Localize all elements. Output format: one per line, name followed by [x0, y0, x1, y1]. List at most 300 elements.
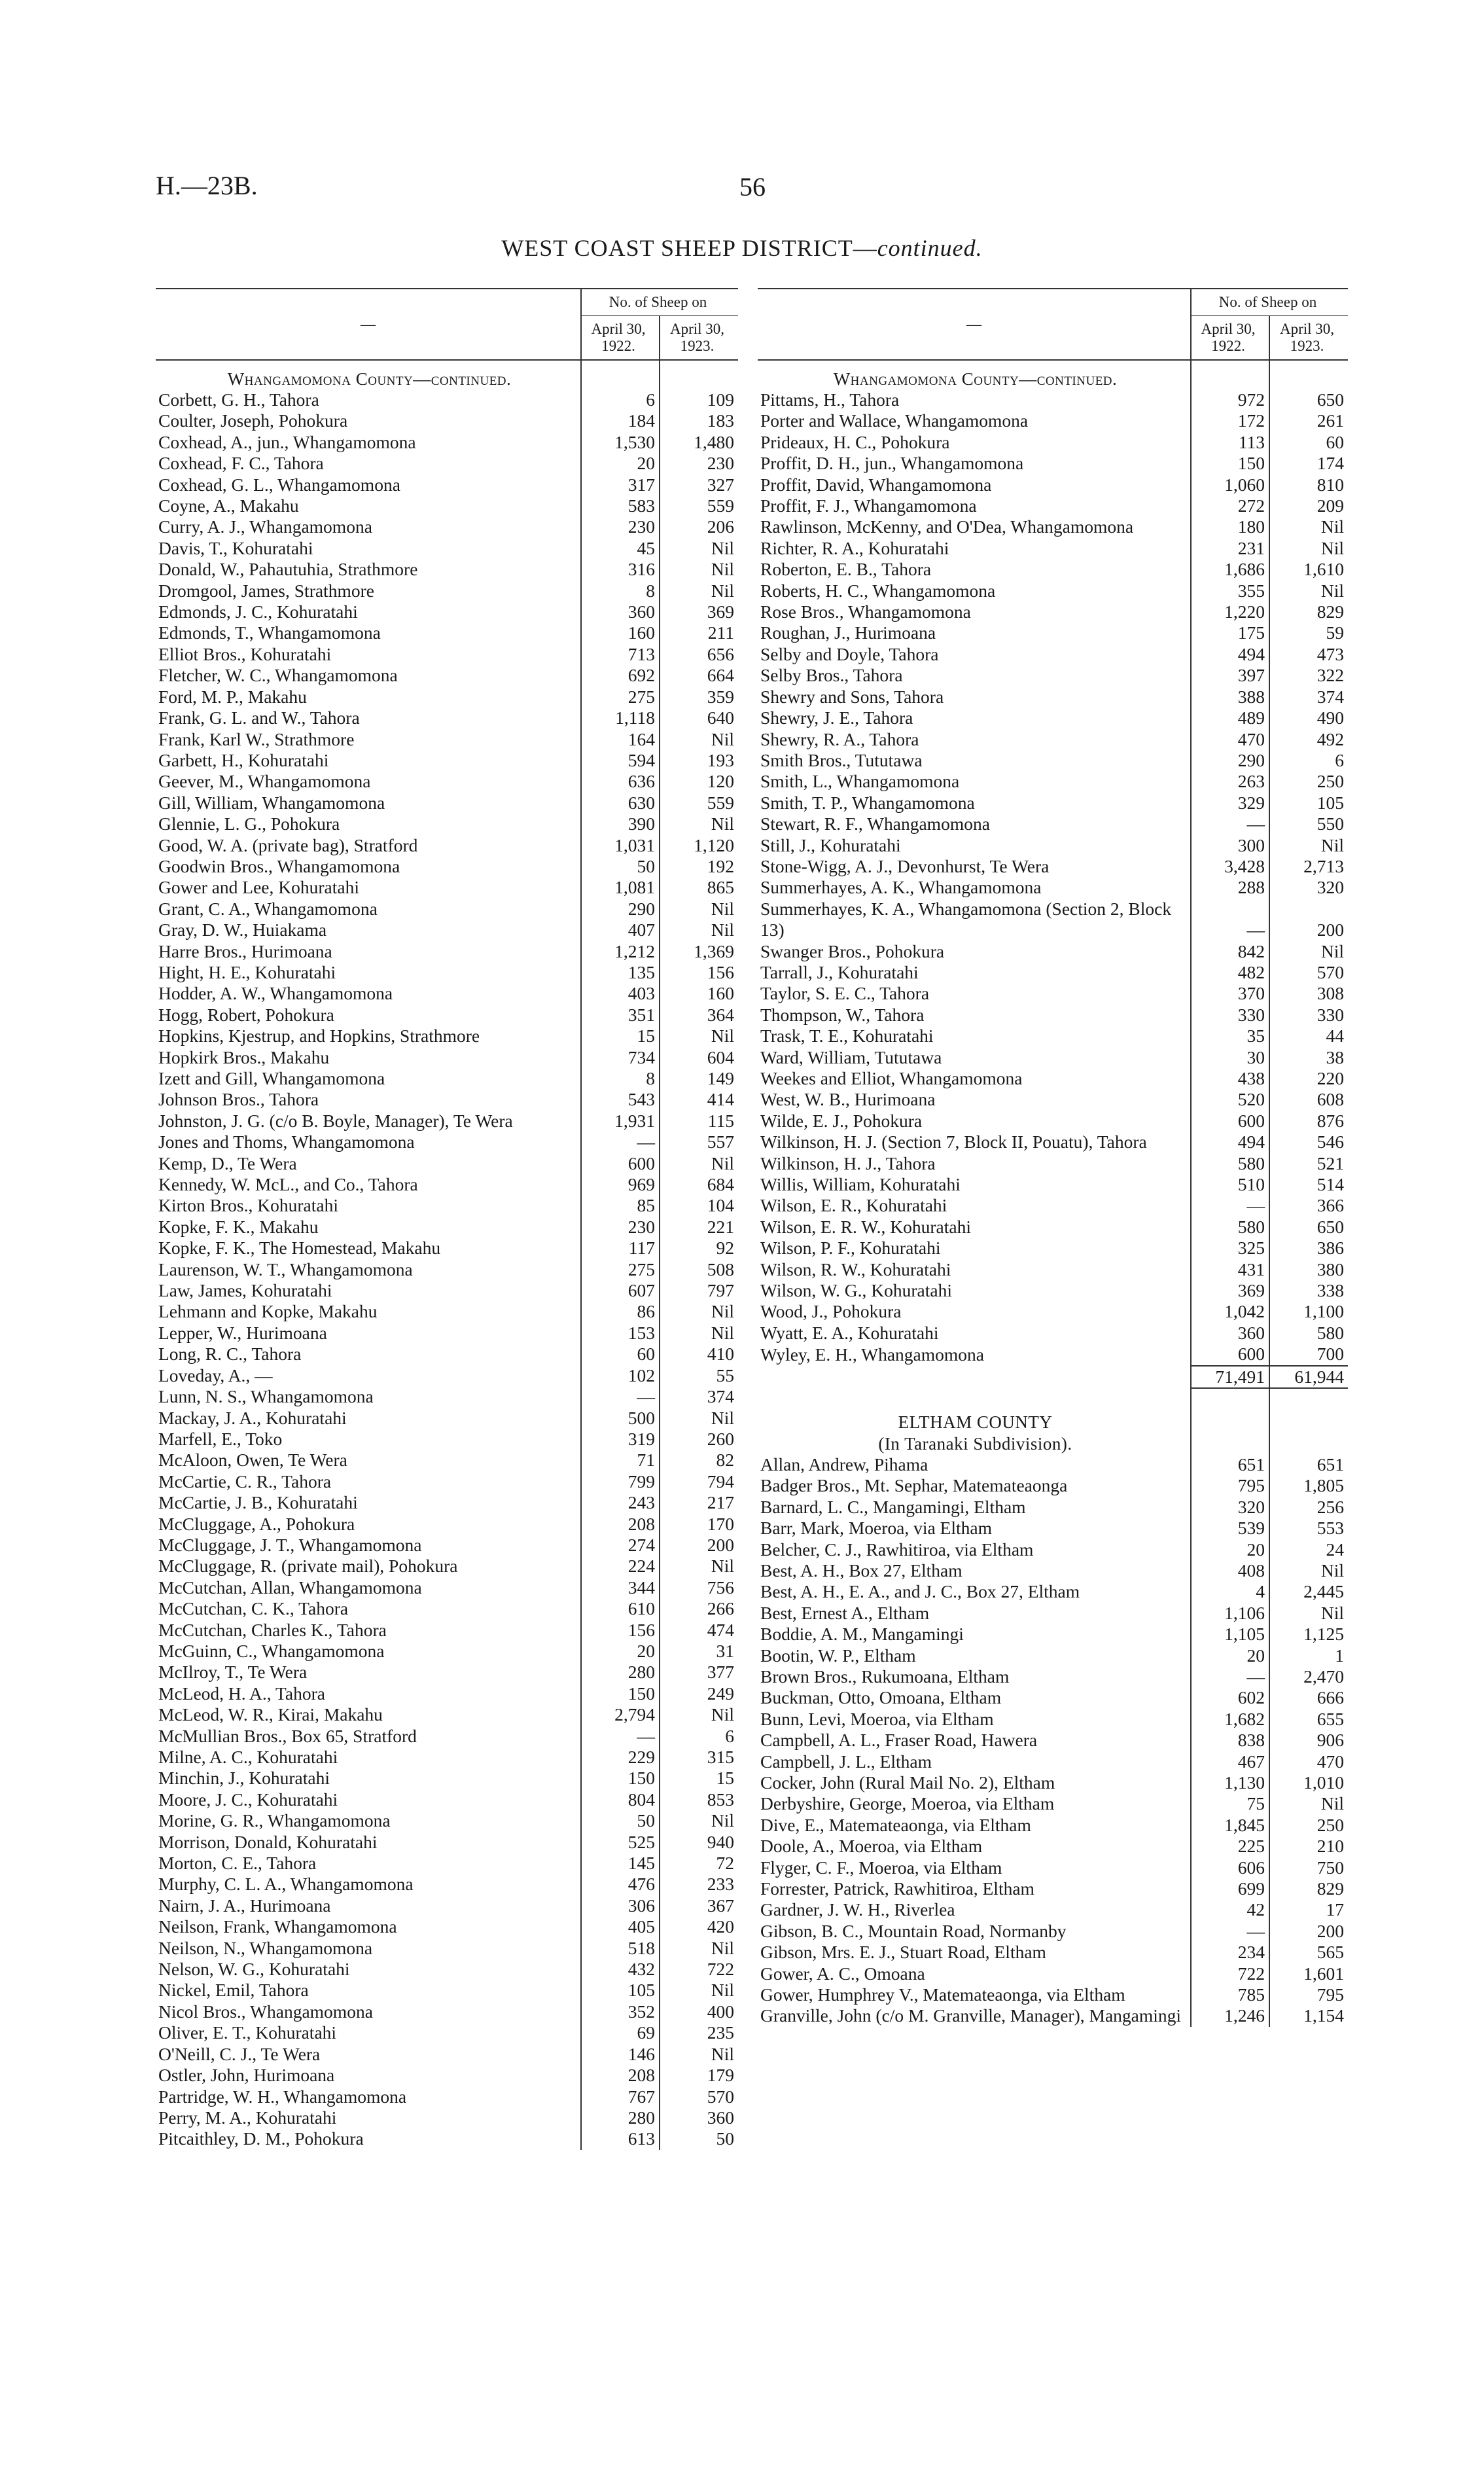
table-row [758, 1581, 1348, 1602]
sheep-1922: 510 [1191, 1174, 1269, 1195]
sheep-1922: 583 [581, 495, 660, 516]
table-row [758, 1026, 1348, 1046]
sheep-1922: 972 [1191, 389, 1269, 410]
sheep-1922: 50 [581, 1810, 660, 1831]
sheep-1923: 210 [1269, 1836, 1348, 1857]
sheep-1923: 490 [1269, 707, 1348, 728]
sheep-1922: 86 [581, 1301, 660, 1322]
table-row [758, 1344, 1348, 1365]
table-row [156, 1408, 738, 1429]
sheep-1923: 655 [1269, 1709, 1348, 1730]
sheep-1922: 153 [581, 1323, 660, 1344]
sheep-1922: 20 [581, 1641, 660, 1662]
sheep-1922: 102 [581, 1365, 660, 1386]
sheep-1923: 338 [1269, 1280, 1348, 1301]
entry-name: Law, James, Kohuratahi [158, 1280, 332, 1301]
table-row [758, 474, 1348, 495]
sheep-1922: 75 [1191, 1793, 1269, 1814]
entry-name: Johnston, J. G. (c/o B. Boyle, Manager), Te Wera [158, 1110, 513, 1131]
sheep-1923: 109 [660, 389, 738, 410]
sheep-1923: 559 [660, 793, 738, 813]
table-row [758, 1475, 1348, 1496]
sheep-1922: 476 [581, 1874, 660, 1895]
sheep-1923: 650 [1269, 389, 1348, 410]
total-row [758, 1366, 1348, 1388]
entry-name: Wilkinson, H. J., Tahora [760, 1153, 936, 1173]
entry-name: Curry, A. J., Whangamomona [158, 516, 372, 537]
entry-name: Prideaux, H. C., Pohokura [760, 431, 950, 452]
table-row [758, 1047, 1348, 1068]
entry-name: O'Neill, C. J., Te Wera [158, 2043, 321, 2064]
entry-name: McMullian Bros., Box 65, Stratford [158, 1725, 417, 1746]
sheep-1922: 243 [581, 1492, 660, 1513]
entry-name: Edmonds, J. C., Kohuratahi [158, 601, 358, 622]
table-row [758, 516, 1348, 537]
sheep-1922: 500 [581, 1408, 660, 1429]
sheep-1923: 308 [1269, 983, 1348, 1004]
entry-name: Gower and Lee, Kohuratahi [158, 877, 359, 898]
sheep-1923: 149 [660, 1068, 738, 1089]
sheep-1923: 410 [660, 1344, 738, 1365]
entry-name: Jones and Thoms, Whangamomona [158, 1132, 415, 1153]
sheep-1923: 193 [660, 750, 738, 771]
section-spacer [758, 1388, 1348, 1412]
entry-name: Stewart, R. F., Whangamomona [760, 813, 990, 834]
sheep-1922: 6 [581, 389, 660, 410]
sheep-1923: 640 [660, 707, 738, 728]
sheep-1923: 209 [1269, 495, 1348, 516]
sheep-1922: 208 [581, 2065, 660, 2086]
sheep-1923: 249 [660, 1683, 738, 1704]
sheep-1923: 608 [1269, 1089, 1348, 1110]
table-row [156, 813, 738, 834]
entry-name: Summerhayes, A. K., Whangamomona [760, 877, 1042, 898]
sheep-1922: 20 [1191, 1539, 1269, 1560]
sheep-1923: 521 [1269, 1153, 1348, 1174]
table-row [156, 389, 738, 410]
sheep-1923: Nil [660, 920, 738, 940]
sheep-1923: 217 [660, 1492, 738, 1513]
sheep-1922: 150 [581, 1768, 660, 1789]
table-row [156, 729, 738, 750]
sheep-1922: 1,845 [1191, 1815, 1269, 1836]
sheep-1923: Nil [660, 538, 738, 559]
sheep-1922: 1,105 [1191, 1624, 1269, 1645]
sheep-1922: 543 [581, 1089, 660, 1110]
table-row [156, 1662, 738, 1683]
entry-name: Edmonds, T., Whangamomona [158, 622, 381, 643]
entry-name: Fletcher, W. C., Whangamomona [158, 665, 398, 686]
entry-name: McAloon, Owen, Te Wera [158, 1450, 347, 1471]
entry-name: Proffit, David, Whangamomona [760, 474, 992, 495]
entry-name: Ford, M. P., Makahu [158, 686, 307, 707]
table-row [758, 389, 1348, 410]
entry-name: Mackay, J. A., Kohuratahi [158, 1407, 347, 1428]
sheep-1923: 1,601 [1269, 1963, 1348, 1984]
sheep-1922: 145 [581, 1853, 660, 1874]
sheep-1922: 175 [1191, 622, 1269, 643]
sheep-1922: 1,212 [581, 941, 660, 962]
table-row [156, 1323, 738, 1344]
sheep-1923: 664 [660, 665, 738, 686]
entry-name: Long, R. C., Tahora [158, 1344, 302, 1365]
entry-name: Smith, L., Whangamomona [760, 771, 960, 792]
sheep-1922: 602 [1191, 1687, 1269, 1708]
table-row [156, 1429, 738, 1450]
sheep-1923: 374 [1269, 687, 1348, 707]
sheep-1923: Nil [660, 581, 738, 601]
sheep-1923: 377 [660, 1662, 738, 1683]
sheep-1922: 370 [1191, 983, 1269, 1004]
entry-name: Lepper, W., Hurimoana [158, 1322, 327, 1343]
table-row [758, 538, 1348, 559]
table-row [156, 1005, 738, 1026]
sheep-1922: 117 [581, 1238, 660, 1259]
sheep-1922: 20 [581, 453, 660, 474]
entry-name: Gray, D. W., Huiakama [158, 920, 327, 940]
sheep-1923: Nil [1269, 1560, 1348, 1581]
table-row [156, 1514, 738, 1535]
sheep-1923: 192 [660, 856, 738, 877]
entry-name: Roberts, H. C., Whangamomona [760, 580, 996, 601]
table-row [156, 920, 738, 940]
table-row [156, 432, 738, 453]
sheep-1922: 467 [1191, 1751, 1269, 1772]
table-row [758, 962, 1348, 983]
table-row [758, 665, 1348, 686]
table-row [156, 644, 738, 665]
sheep-1922: 351 [581, 1005, 660, 1026]
sheep-1923: Nil [660, 1301, 738, 1322]
sheep-1922: 1,246 [1191, 2005, 1269, 2026]
sheep-1923: 200 [1269, 1921, 1348, 1942]
table-row [156, 1047, 738, 1068]
sheep-1923: 105 [1269, 793, 1348, 813]
entry-name: Wilson, R. W., Kohuratahi [760, 1259, 951, 1279]
entry-name: Dromgool, James, Strathmore [158, 580, 374, 601]
sheep-1923: 514 [1269, 1174, 1348, 1195]
sheep-1923: 420 [660, 1916, 738, 1937]
table-row [758, 1518, 1348, 1539]
entry-name: Belcher, C. J., Rawhitiroa, via Eltham [760, 1539, 1034, 1560]
sheep-1923: 553 [1269, 1518, 1348, 1539]
table-row [758, 622, 1348, 643]
sheep-1922: 610 [581, 1598, 660, 1619]
entry-name: Wilde, E. J., Pohokura [760, 1110, 923, 1131]
sheep-1923: 1,120 [660, 835, 738, 856]
sheep-1923: 829 [1269, 601, 1348, 622]
sheep-1922: 3,428 [1191, 856, 1269, 877]
table-row [156, 1556, 738, 1577]
table-row [156, 1959, 738, 1980]
entry-name: Gower, A. C., Omoana [760, 1963, 925, 1984]
total-1922: 71,491 [1191, 1366, 1269, 1388]
entry-name: McLeod, H. A., Tahora [158, 1683, 325, 1704]
table-row [156, 750, 738, 771]
sheep-1922: 606 [1191, 1857, 1269, 1878]
sheep-1923: 550 [1269, 813, 1348, 834]
sheep-1923: 221 [660, 1217, 738, 1238]
table-row [156, 2107, 738, 2128]
sheep-1923: 261 [1269, 410, 1348, 431]
entry-name: Tarrall, J., Kohuratahi [760, 961, 919, 982]
table-row [758, 877, 1348, 898]
sheep-1923: 359 [660, 687, 738, 707]
entry-name: Dive, E., Matemateaonga, via Eltham [760, 1814, 1031, 1835]
sheep-1922: 272 [1191, 495, 1269, 516]
sheep-1922: 355 [1191, 581, 1269, 601]
sheep-1923: 559 [660, 495, 738, 516]
sheep-1923: 750 [1269, 1857, 1348, 1878]
entry-name: Wood, J., Pohokura [760, 1301, 902, 1322]
left-column [156, 288, 738, 2150]
sheep-1923: Nil [660, 1408, 738, 1429]
sheep-1922: 30 [1191, 1047, 1269, 1068]
table-row [156, 601, 738, 622]
table-row [758, 1217, 1348, 1238]
table-row [156, 1598, 738, 1619]
table-row [758, 1687, 1348, 1708]
table-row [758, 1963, 1348, 1984]
sheep-1922: 369 [1191, 1280, 1269, 1301]
entry-name: Murphy, C. L. A., Whangamomona [158, 1874, 414, 1895]
left-header-group: No. of Sheep on [581, 289, 738, 316]
sheep-1922: 580 [1191, 1153, 1269, 1174]
sheep-1923: 156 [660, 962, 738, 983]
entry-name: Rawlinson, McKenny, and O'Dea, Whangamomona [760, 516, 1134, 537]
entry-name: Moore, J. C., Kohuratahi [158, 1789, 338, 1810]
table-row [758, 1195, 1348, 1216]
entry-name: Ostler, John, Hurimoana [158, 2065, 335, 2086]
sheep-1923: Nil [660, 1980, 738, 2001]
sheep-1922: 594 [581, 750, 660, 771]
sheep-1922: 280 [581, 1662, 660, 1683]
sheep-1922: 397 [1191, 665, 1269, 686]
sheep-1922: 35 [1191, 1026, 1269, 1046]
sheep-1922: 1,031 [581, 835, 660, 856]
sheep-1922: 160 [581, 622, 660, 643]
table-row [758, 1497, 1348, 1518]
table-row [156, 1301, 738, 1322]
sheep-1922: 390 [581, 813, 660, 834]
sheep-1923: 557 [660, 1132, 738, 1153]
entry-name: Best, Ernest A., Eltham [760, 1602, 930, 1623]
sheep-1922: 150 [1191, 453, 1269, 474]
sheep-1922: 234 [1191, 1942, 1269, 1963]
table-row [156, 1238, 738, 1259]
sheep-1922: 489 [1191, 707, 1269, 728]
sheep-1923: 651 [1269, 1454, 1348, 1475]
table-row [758, 601, 1348, 622]
table-row [758, 1730, 1348, 1751]
sheep-1923: 580 [1269, 1323, 1348, 1344]
sheep-1923: 260 [660, 1429, 738, 1450]
table-row [758, 1005, 1348, 1026]
sheep-1922: 613 [581, 2128, 660, 2149]
sheep-1923: 220 [1269, 1068, 1348, 1089]
sheep-1922: 388 [1191, 687, 1269, 707]
entry-name: Corbett, G. H., Tahora [158, 389, 319, 410]
sheep-1922: 600 [1191, 1111, 1269, 1132]
sheep-1922: 146 [581, 2044, 660, 2065]
sheep-1922: 320 [1191, 1497, 1269, 1518]
right-header-row [758, 289, 1348, 316]
entry-name: Barr, Mark, Moeroa, via Eltham [760, 1518, 992, 1539]
table-row [156, 771, 738, 792]
sheep-1922: 525 [581, 1832, 660, 1853]
table-row [156, 1916, 738, 1937]
sheep-1923: Nil [660, 1323, 738, 1344]
sheep-1922: 699 [1191, 1878, 1269, 1899]
sheep-1923: 31 [660, 1641, 738, 1662]
entry-name: Morrison, Donald, Kohuratahi [158, 1831, 378, 1852]
sheep-1923: 327 [660, 474, 738, 495]
sheep-1923: 700 [1269, 1344, 1348, 1365]
table-row [758, 1153, 1348, 1174]
table-row [156, 1683, 738, 1704]
sheep-1922: 1,060 [1191, 474, 1269, 495]
entry-name: Campbell, J. L., Eltham [760, 1751, 932, 1772]
entry-name: Wilson, W. G., Kohuratahi [760, 1280, 952, 1301]
table-row [758, 1836, 1348, 1857]
entry-name: Granville, John (c/o M. Granville, Manager), Mangamingi [760, 2005, 1182, 2026]
sheep-1922: 180 [1191, 516, 1269, 537]
entry-name: Summerhayes, K. A., Whangamomona (Section 2, Block 13) [760, 898, 1172, 940]
sheep-1922: 692 [581, 665, 660, 686]
sheep-1922: 229 [581, 1747, 660, 1768]
entry-name: Cocker, John (Rural Mail No. 2), Eltham [760, 1772, 1055, 1793]
table-row [758, 835, 1348, 856]
sheep-1922: 969 [581, 1174, 660, 1195]
table-row [758, 1301, 1348, 1322]
sheep-1923: Nil [660, 813, 738, 834]
entry-name: McCutchan, C. K., Tahora [158, 1598, 349, 1619]
entry-name: Bunn, Levi, Moeroa, via Eltham [760, 1708, 994, 1729]
entry-name: Proffit, F. J., Whangamomona [760, 495, 977, 516]
sheep-1923: 508 [660, 1259, 738, 1280]
entry-name: Roughan, J., Hurimoana [760, 622, 936, 643]
table-row [758, 687, 1348, 707]
sheep-1923: 250 [1269, 771, 1348, 792]
sheep-1922: 842 [1191, 941, 1269, 962]
table-row [156, 1217, 738, 1238]
sheep-1922: — [1191, 813, 1269, 834]
table-row [758, 1323, 1348, 1344]
sheep-1922: 520 [1191, 1089, 1269, 1110]
entry-name: Minchin, J., Kohuratahi [158, 1768, 330, 1789]
table-row [758, 1238, 1348, 1259]
sheep-1922: — [1191, 1666, 1269, 1687]
section-heading-eltham: ELTHAM COUNTY [898, 1412, 1053, 1433]
entry-name: Lunn, N. S., Whangamomona [158, 1386, 374, 1407]
sheep-1922: 494 [1191, 1132, 1269, 1153]
sheep-1923: 17 [1269, 1899, 1348, 1920]
table-row [156, 1726, 738, 1747]
entry-name: McCartie, C. R., Tahora [158, 1471, 332, 1492]
sheep-1923: 360 [660, 2107, 738, 2128]
table-row [758, 1942, 1348, 1963]
sheep-1923: Nil [660, 1026, 738, 1046]
sheep-1923: 200 [1269, 899, 1348, 941]
entry-name: Richter, R. A., Kohuratahi [760, 537, 949, 558]
sheep-1923: 797 [660, 1280, 738, 1301]
sheep-1923: 250 [1269, 1815, 1348, 1836]
entry-name: Nickel, Emil, Tahora [158, 1980, 309, 2001]
sheep-1923: 1,610 [1269, 559, 1348, 580]
sheep-1923: 322 [1269, 665, 1348, 686]
table-row [156, 538, 738, 559]
table-row [156, 1980, 738, 2001]
sheep-1923: 940 [660, 1832, 738, 1853]
sheep-1922: 330 [1191, 1005, 1269, 1026]
entry-name: Bootin, W. P., Eltham [760, 1645, 916, 1666]
sheep-1922: 360 [581, 601, 660, 622]
sheep-1922: 795 [1191, 1475, 1269, 1496]
entry-name: Izett and Gill, Whangamomona [158, 1068, 385, 1088]
table-row [156, 1810, 738, 1831]
page-title-main: WEST COAST SHEEP DISTRICT— [501, 235, 877, 261]
table-row [758, 1645, 1348, 1666]
table-row [156, 1492, 738, 1513]
entry-name: Nicol Bros., Whangamomona [158, 2001, 373, 2022]
entry-name: Nelson, W. G., Kohuratahi [158, 1959, 350, 1980]
sheep-1923: 374 [660, 1386, 738, 1407]
right-header-blank: — [758, 289, 1191, 360]
sheep-1922: — [581, 1726, 660, 1747]
entry-name: Goodwin Bros., Whangamomona [158, 855, 400, 876]
table-row [156, 1641, 738, 1662]
entry-name: Proffit, D. H., jun., Whangamomona [760, 453, 1024, 474]
entry-name: Geever, M., Whangamomona [158, 771, 371, 792]
section-heading-eltham-row [758, 1412, 1348, 1433]
entry-name: Pittams, H., Tahora [760, 389, 900, 410]
table-row [156, 1704, 738, 1725]
entry-name: Laurenson, W. T., Whangamomona [158, 1259, 413, 1279]
entry-name: Selby Bros., Tahora [760, 665, 903, 686]
sheep-1922: 319 [581, 1429, 660, 1450]
sheep-1922: — [581, 1386, 660, 1407]
left-header-row [156, 289, 738, 316]
table-row [156, 581, 738, 601]
entry-name: Harre Bros., Hurimoana [158, 940, 332, 961]
sheep-1923: Nil [1269, 516, 1348, 537]
sheep-1923: 72 [660, 1853, 738, 1874]
entry-name: Roberton, E. B., Tahora [760, 559, 932, 580]
table-row [156, 1535, 738, 1556]
table-row [758, 1624, 1348, 1645]
entry-name: Allan, Andrew, Pihama [760, 1454, 928, 1474]
entry-name: Taylor, S. E. C., Tahora [760, 983, 930, 1004]
table-row [156, 962, 738, 983]
sheep-1922: 224 [581, 1556, 660, 1577]
table-row [156, 453, 738, 474]
entry-name: Badger Bros., Mt. Sephar, Matemateaonga [760, 1475, 1068, 1496]
sheep-1922: 407 [581, 920, 660, 940]
sheep-1923: 44 [1269, 1026, 1348, 1046]
sheep-1923: 474 [660, 1620, 738, 1641]
sheep-1923: 50 [660, 2128, 738, 2149]
table-row [156, 474, 738, 495]
sheep-1923: 2,445 [1269, 1581, 1348, 1602]
table-row [156, 2022, 738, 2043]
entry-name: Buckman, Otto, Omoana, Eltham [760, 1687, 1002, 1708]
entry-name: Coxhead, F. C., Tahora [158, 453, 324, 474]
entry-name: Grant, C. A., Whangamomona [158, 898, 378, 919]
entry-name: McCartie, J. B., Kohuratahi [158, 1492, 358, 1513]
table-row [156, 1280, 738, 1301]
sheep-1923: 174 [1269, 453, 1348, 474]
sheep-1923: 6 [1269, 750, 1348, 771]
